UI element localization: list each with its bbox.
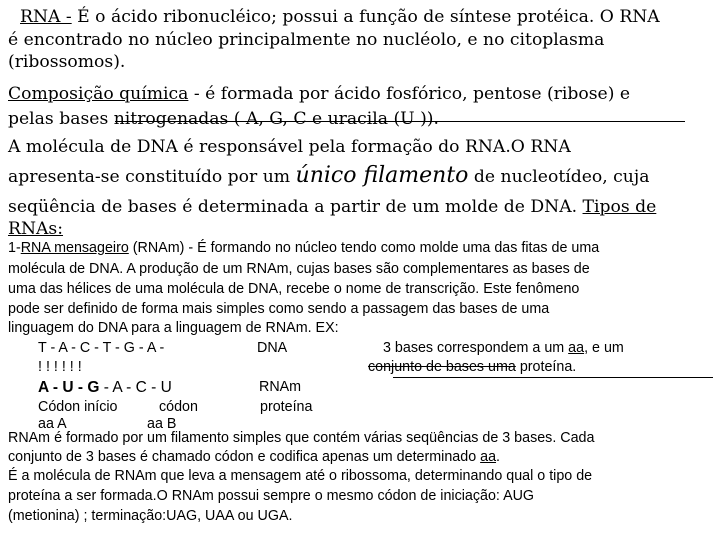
example-note-1-c: , e um bbox=[584, 340, 624, 356]
note-underline-rule bbox=[393, 377, 713, 378]
upper-line-5: pelas bases nitrogenadas ( A, G, C e uracila (U )). bbox=[8, 109, 439, 129]
example-note-1 bbox=[383, 339, 624, 358]
divider-rule bbox=[115, 121, 685, 122]
upper-line-7-a: apresenta-se constituído por um bbox=[8, 167, 296, 187]
lower-line-1 bbox=[8, 239, 599, 258]
rna-sequence bbox=[38, 378, 172, 397]
rna-heading: RNA - bbox=[20, 7, 72, 27]
example-note-1-a: 3 bases correspondem a um bbox=[383, 340, 569, 356]
aa-term-bottom: aa bbox=[480, 449, 497, 465]
aa-term: aa bbox=[568, 340, 585, 356]
bottom-line-2-a: conjunto de 3 bases é chamado códon e codifica apenas um determinado bbox=[8, 449, 481, 465]
upper-line-1-text: É o ácido ribonucléico; possui a função de síntese protéica. O RNA bbox=[71, 7, 660, 27]
bottom-line-2-c: . bbox=[496, 449, 501, 465]
upper-line-8 bbox=[8, 196, 656, 218]
lower-line-1-c: (RNAm) - É formando no núcleo tendo como molde uma das fitas de uma bbox=[128, 240, 600, 256]
upper-line-2: é encontrado no núcleo principalmente no nucléolo, e no citoplasma bbox=[8, 30, 605, 50]
start-codon-label: Códon início bbox=[38, 399, 118, 415]
upper-line-8-a: seqüência de bases é determinada a partir de um molde de DNA. bbox=[8, 197, 583, 217]
aa-a-label: aa A bbox=[38, 416, 67, 432]
bottom-line-5: (metionina) ; terminação:UAG, UAA ou UGA. bbox=[8, 508, 293, 524]
single-filament-emphasis: único filamento bbox=[295, 163, 469, 188]
lower-line-5: linguagem do DNA para a linguagem de RNAm. EX: bbox=[8, 320, 339, 336]
aa-b-label: aa B bbox=[147, 416, 177, 432]
mrna-heading: RNA mensageiro bbox=[20, 240, 129, 256]
codon-label: códon bbox=[159, 399, 198, 415]
upper-line-4 bbox=[8, 83, 630, 105]
rna-label: RNAm bbox=[259, 379, 302, 395]
upper-line-1 bbox=[20, 6, 660, 28]
example-note-2-a: conjunto de bases uma bbox=[368, 359, 516, 375]
example-note-2-b: proteína. bbox=[515, 359, 577, 375]
lower-line-4: pode ser definido de forma mais simples como sendo a passagem das bases de uma bbox=[8, 301, 550, 317]
protein-label: proteína bbox=[260, 399, 313, 415]
dna-label: DNA bbox=[257, 340, 288, 356]
composition-heading: Composição química bbox=[8, 84, 189, 104]
upper-line-4-text: - é formada por ácido fosfórico, pentose (ribose) e bbox=[188, 84, 631, 104]
start-codon-aug: A - U - G bbox=[38, 379, 100, 396]
bottom-line-1: RNAm é formado por um filamento simples que contém várias seqüências de 3 bases. Cada bbox=[8, 430, 595, 446]
upper-line-7 bbox=[8, 165, 649, 188]
lower-line-2: molécula de DNA. A produção de um RNAm, cujas bases são complementares as bases de bbox=[8, 261, 590, 277]
lower-line-1-a: 1- bbox=[8, 240, 21, 256]
rna-types-heading-cont: RNAs: bbox=[8, 219, 64, 239]
upper-line-6: A molécula de DNA é responsável pela formação do RNA.O RNA bbox=[8, 137, 571, 157]
example-note-2 bbox=[368, 358, 576, 377]
lower-line-3: uma das hélices de uma molécula de DNA, recebe o nome de transcrição. Este fenômeno bbox=[8, 281, 580, 297]
upper-line-7-c: de nucleotídeo, cuja bbox=[468, 167, 650, 187]
upper-line-3: (ribossomos). bbox=[8, 52, 126, 72]
rna-types-heading: Tipos de bbox=[582, 197, 657, 217]
rna-sequence-rest: - A - C - U bbox=[99, 379, 172, 396]
arrow-marks: ! ! ! ! ! ! bbox=[38, 359, 82, 375]
bottom-line-4: proteína a ser formada.O RNAm possui sempre o mesmo códon de iniciação: AUG bbox=[8, 488, 535, 504]
bottom-line-3: É a molécula de RNAm que leva a mensagem até o ribossoma, determinando qual o tipo de bbox=[8, 468, 593, 484]
dna-sequence: T - A - C - T - G - A - bbox=[38, 340, 165, 356]
bottom-line-2 bbox=[8, 448, 500, 467]
upper-line-9 bbox=[8, 218, 63, 240]
